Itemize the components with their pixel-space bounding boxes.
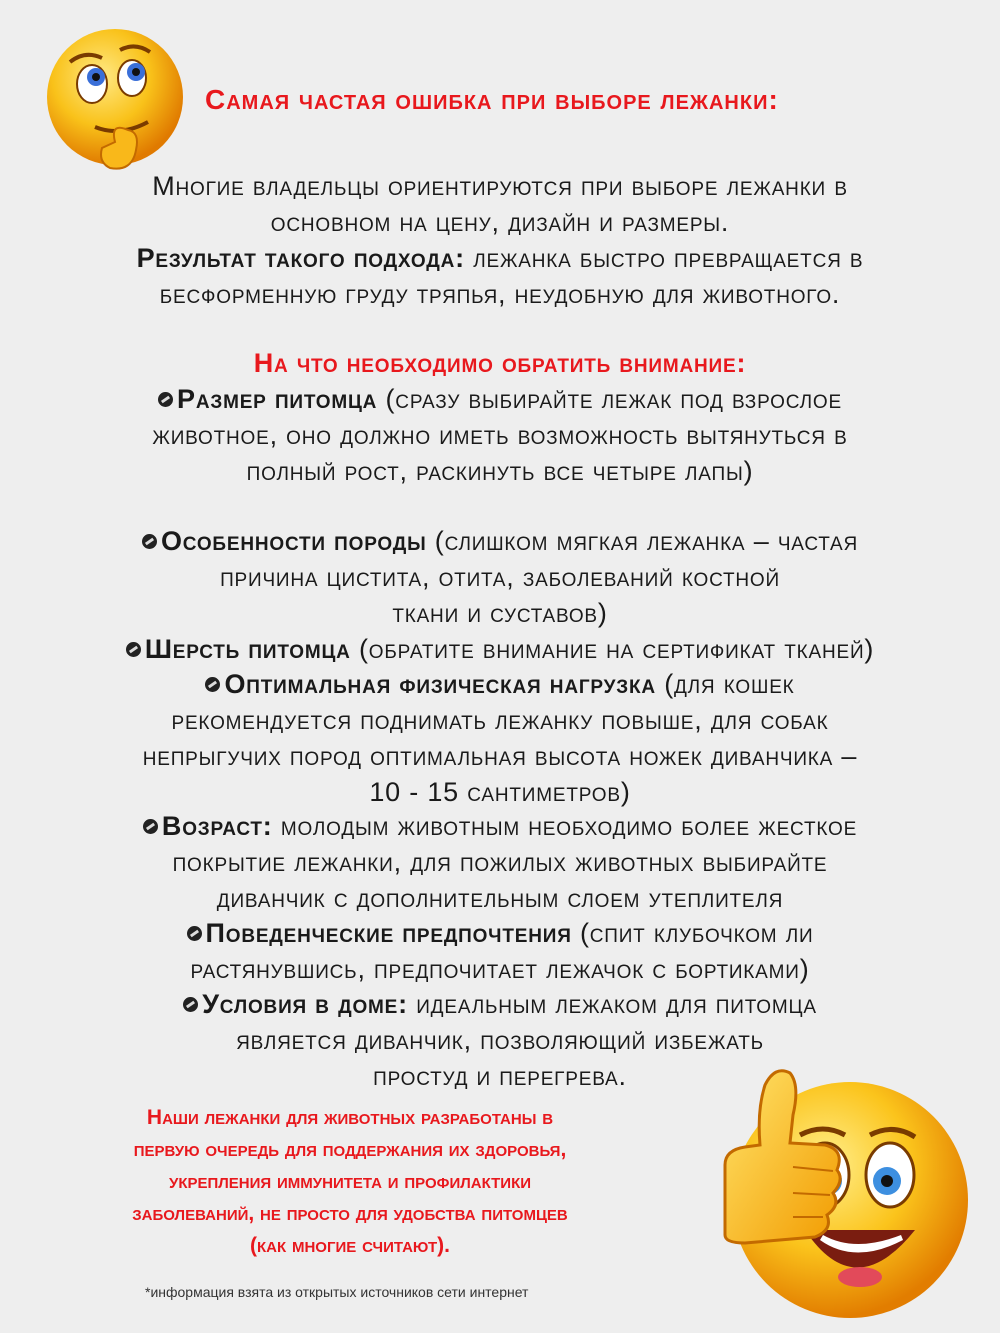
item-fur xyxy=(20,631,980,667)
item-text: 10 - 15 сантиметров) xyxy=(369,777,631,807)
item-behavior xyxy=(20,915,980,987)
bullet-icon xyxy=(143,819,158,834)
item-label: Поведенческие предпочтения xyxy=(205,918,572,948)
intro-line xyxy=(20,240,980,276)
item-text: ткани и суставов) xyxy=(392,598,608,628)
promo-block xyxy=(30,1102,670,1262)
item-text: является диванчик, позволяющий избежать xyxy=(236,1025,764,1055)
result-label: Результат такого подхода: xyxy=(136,243,465,273)
item-text: (обратите внимание на сертификат тканей) xyxy=(350,634,875,664)
promo-line: укрепления иммунитета и профилактики xyxy=(168,1170,532,1193)
item-label: Возраст: xyxy=(161,811,273,841)
item-text: животное, оно должно иметь возможность вытянуться в xyxy=(152,420,848,450)
item-text: идеальным лежаком для питомца xyxy=(407,989,817,1019)
item-age xyxy=(20,808,980,916)
item-text: причина цистита, отита, заболеваний костной xyxy=(220,562,780,592)
thumbs-up-emoji-icon xyxy=(665,1055,985,1325)
source-footnote: *информация взята из открытых источников сети интернет xyxy=(145,1284,529,1300)
bullet-icon xyxy=(142,534,157,549)
item-text: (спит клубочком ли xyxy=(571,918,814,948)
intro-paragraph xyxy=(20,168,980,312)
bullet-icon xyxy=(158,392,173,407)
item-text: простуд и перегрева. xyxy=(373,1061,627,1091)
promo-line: Наши лежанки для животных разработаны в xyxy=(146,1106,554,1129)
item-text: рекомендуется поднимать лежанку повыше, для собак xyxy=(171,705,829,735)
item-text: (сразу выбирайте лежак под взрослое xyxy=(377,384,842,414)
thinking-emoji-icon xyxy=(40,22,190,182)
item-activity xyxy=(20,666,980,810)
item-text: полный рост, раскинуть все четыре лапы) xyxy=(246,456,754,486)
item-breed xyxy=(20,523,980,631)
intro-line: бесформенную груду тряпья, неудобную для животного. xyxy=(159,279,841,309)
item-text: (слишком мягкая лежанка – частая xyxy=(426,526,859,556)
item-text: молодым животным необходимо более жесткое xyxy=(272,811,858,841)
item-label: Особенности породы xyxy=(160,526,427,556)
item-text: (для кошек xyxy=(655,669,795,699)
item-text: диванчик с дополнительным слоем утеплителя xyxy=(216,883,784,913)
page-title: Самая частая ошибка при выборе лежанки: xyxy=(205,84,779,115)
item-size xyxy=(20,381,980,489)
intro-line: основном на цену, дизайн и размеры. xyxy=(270,207,730,237)
item-label: Оптимальная физическая нагрузка xyxy=(224,669,656,699)
bullet-icon xyxy=(126,642,141,657)
item-text: непрыгучих пород оптимальная высота ножек диванчика – xyxy=(142,741,858,771)
promo-line: первую очередь для поддержания их здоровья, xyxy=(133,1138,567,1161)
item-text: растянувшись, предпочитает лежачок с бортиками) xyxy=(190,954,810,984)
attention-heading: На что необходимо обратить внимание: xyxy=(253,348,747,378)
intro-line: Многие владельцы ориентируются при выборе лежанки в xyxy=(152,171,848,201)
promo-line: (как многие считают). xyxy=(249,1234,450,1257)
item-label: Шерсть питомца xyxy=(144,634,351,664)
item-label: Условия в доме: xyxy=(202,989,408,1019)
bullet-icon xyxy=(205,677,220,692)
promo-line: заболеваний, не просто для удобства питомцев xyxy=(132,1202,568,1225)
bullet-icon xyxy=(187,926,202,941)
item-label: Размер питомца xyxy=(177,384,378,414)
bullet-icon xyxy=(183,997,198,1012)
item-text: покрытие лежанки, для пожилых животных выбирайте xyxy=(172,847,828,877)
result-text: лежанка быстро превращается в xyxy=(464,243,864,273)
